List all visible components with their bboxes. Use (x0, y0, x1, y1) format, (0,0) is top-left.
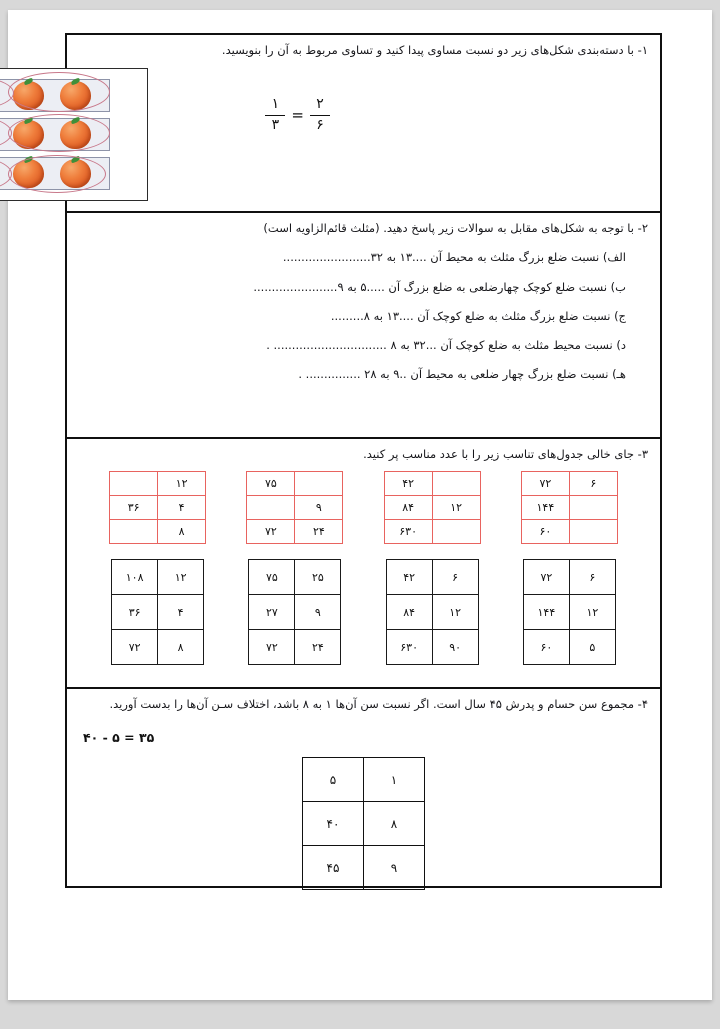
cell[interactable]: ۵ (303, 758, 364, 802)
answer-proportion-table[interactable] (386, 559, 479, 665)
table-row (523, 560, 615, 595)
red-table-slot-2 (226, 471, 363, 544)
cell[interactable]: ۱۲ (569, 595, 615, 630)
question-1-block (67, 35, 660, 213)
cell[interactable]: ۳۶ (110, 496, 158, 520)
answer-tables-row (89, 559, 638, 665)
cell[interactable]: ۶ (569, 472, 617, 496)
question-4-block (67, 689, 660, 886)
fraction-left-numerator: ۱ (271, 96, 280, 112)
red-proportion-table[interactable] (521, 471, 618, 544)
cell[interactable] (432, 520, 480, 544)
table-row (247, 496, 343, 520)
table-row (384, 472, 480, 496)
fraction-left-bar (265, 115, 285, 117)
cell[interactable] (569, 520, 617, 544)
table-row (247, 520, 343, 544)
table-row (384, 496, 480, 520)
cell[interactable]: ۸ (364, 802, 425, 846)
question-4-table-wrapper (67, 757, 660, 890)
table-row (386, 560, 478, 595)
answer-table-slot-3 (364, 559, 501, 665)
cell[interactable]: ۱ (364, 758, 425, 802)
table-row (386, 595, 478, 630)
table-row (384, 520, 480, 544)
cell[interactable]: ۷۲ (247, 520, 295, 544)
answer-table-slot-1 (89, 559, 226, 665)
table-row (521, 496, 617, 520)
cell[interactable]: ۶۳۰ (386, 630, 432, 665)
table-row (112, 595, 204, 630)
question-2-item-alef: الف) نسبت ضلع بزرگ مثلث به محیط آن ....۱۳ به ۳۲........................ (282, 250, 626, 265)
cell[interactable]: ۴ (158, 496, 206, 520)
question-2-block (67, 213, 660, 439)
grouping-ellipse (8, 155, 106, 193)
cell[interactable]: ۷۲ (112, 630, 158, 665)
worksheet-page (8, 10, 712, 1000)
table-row (247, 472, 343, 496)
table-row (110, 472, 206, 496)
grouping-ellipse (8, 72, 110, 112)
cell[interactable]: ۲۴ (295, 630, 341, 665)
cell[interactable]: ۱۰۸ (112, 560, 158, 595)
grouping-ellipse (8, 114, 110, 152)
worksheet-frame (65, 33, 662, 888)
cell[interactable]: ۴۰ (303, 802, 364, 846)
cell[interactable] (110, 520, 158, 544)
table-row (523, 595, 615, 630)
question-1-text: ۱- با دسته‌بندی شکل‌های زیر دو نسبت مساوی پیدا کنید و تساوی مربوط به آن را بنویسید. (221, 43, 648, 57)
fraction-right (310, 97, 330, 133)
fraction-left (265, 97, 285, 133)
cell[interactable]: ۸۴ (384, 496, 432, 520)
cell[interactable]: ۷۵ (249, 560, 295, 595)
cell[interactable] (569, 496, 617, 520)
question-2-item-jim: ج) نسبت ضلع بزرگ مثلث به ضلع کوچک آن ....۱۳ به ۸......... (330, 308, 626, 323)
table-row (521, 472, 617, 496)
cell[interactable]: ۱۴۴ (521, 496, 569, 520)
table-row (303, 802, 425, 846)
fraction-right-numerator: ۲ (316, 96, 324, 112)
question-2-item-be: ب) نسبت ضلع کوچک چهارضلعی به ضلع بزرگ آن .....۵ به ۹....................... (253, 279, 626, 294)
cell[interactable]: ۱۲ (432, 595, 478, 630)
red-table-slot-4 (501, 471, 638, 544)
cell[interactable]: ۷۲ (249, 630, 295, 665)
table-row (523, 630, 615, 665)
cell[interactable]: ۲۴ (295, 520, 343, 544)
question-4-text: ۴- مجموع سن حسام و پدرش ۴۵ سال است. اگر نسبت سن آن‌ها ۱ به ۸ باشد، اختلاف سـن آن‌ها را بدست آورید. (109, 697, 648, 711)
table-row (110, 496, 206, 520)
cell[interactable]: ۸۴ (386, 595, 432, 630)
question-2-item-he: هـ) نسبت ضلع بزرگ چهار ضلعی به محیط آن ..۹ به ۲۸ ............... . (298, 367, 626, 382)
fraction-left-denominator: ۳ (271, 117, 280, 134)
cell[interactable]: ۱۲ (158, 472, 206, 496)
cell[interactable]: ۹ (295, 595, 341, 630)
cell[interactable]: ۱۴۴ (523, 595, 569, 630)
answer-proportion-table[interactable] (523, 559, 616, 665)
cell[interactable]: ۴۲ (384, 472, 432, 496)
red-table-slot-3 (364, 471, 501, 544)
question-3-block (67, 439, 660, 689)
table-row (249, 595, 341, 630)
answer-proportion-table[interactable] (248, 559, 341, 665)
cell[interactable]: ۵ (569, 630, 615, 665)
cell[interactable]: ۱۲ (432, 496, 480, 520)
table-row (112, 560, 204, 595)
equals-sign: = (291, 105, 304, 124)
answer-proportion-table[interactable] (111, 559, 204, 665)
table-row (303, 758, 425, 802)
oranges-figure (0, 68, 148, 201)
question-2-item-dal: د) نسبت محیط مثلث به ضلع کوچک آن ...۳۲ به ۸ ............................... . (266, 338, 626, 352)
answer-table-slot-2 (226, 559, 363, 665)
cell[interactable]: ۷۲ (521, 472, 569, 496)
cell[interactable]: ۱۲ (158, 560, 204, 595)
cell[interactable]: ۹ (364, 846, 425, 890)
red-proportion-table[interactable] (384, 471, 481, 544)
red-proportion-table[interactable] (109, 471, 206, 544)
fraction-right-denominator: ۶ (316, 117, 324, 134)
cell[interactable] (295, 472, 343, 496)
answer-table-slot-4 (501, 559, 638, 665)
cell[interactable]: ۷۲ (523, 560, 569, 595)
question-3-text: ۳- جای خالی جدول‌های تناسب زیر را با عدد مناسب پر کنید. (363, 447, 648, 461)
question-2-text: ۲- با توجه به شکل‌های مقابل به سوالات زیر پاسخ دهید. (مثلث قائم‌الزاویه است) (263, 221, 648, 235)
cell[interactable] (247, 496, 295, 520)
red-proportion-table[interactable] (246, 471, 343, 544)
cell[interactable]: ۶۰ (523, 630, 569, 665)
cell[interactable]: ۹ (295, 496, 343, 520)
table-row (249, 630, 341, 665)
cell[interactable]: ۶۰ (521, 520, 569, 544)
cell[interactable]: ۶ (432, 560, 478, 595)
table-row (110, 520, 206, 544)
cell[interactable]: ۲۵ (295, 560, 341, 595)
red-table-slot-1 (89, 471, 226, 544)
table-row (303, 846, 425, 890)
table-row (249, 560, 341, 595)
cell[interactable]: ۶ (569, 560, 615, 595)
cell[interactable]: ۴۵ (303, 846, 364, 890)
cell[interactable]: ۹۰ (432, 630, 478, 665)
cell[interactable]: ۲۷ (249, 595, 295, 630)
cell[interactable]: ۴ (158, 595, 204, 630)
cell[interactable] (110, 472, 158, 496)
cell[interactable] (432, 472, 480, 496)
table-row (521, 520, 617, 544)
table-row (112, 630, 204, 665)
red-tables-row (89, 471, 638, 544)
cell[interactable]: ۸ (158, 520, 206, 544)
cell[interactable]: ۷۵ (247, 472, 295, 496)
cell[interactable]: ۴۲ (386, 560, 432, 595)
cell[interactable]: ۳۶ (112, 595, 158, 630)
fraction-equation (265, 97, 330, 133)
question-4-equation: ۴۰ - ۵ = ۳۵ (83, 730, 155, 746)
cell[interactable]: ۶۳۰ (384, 520, 432, 544)
table-row (386, 630, 478, 665)
age-proportion-table[interactable] (302, 757, 425, 890)
cell[interactable]: ۸ (158, 630, 204, 665)
fraction-right-bar (310, 115, 330, 117)
